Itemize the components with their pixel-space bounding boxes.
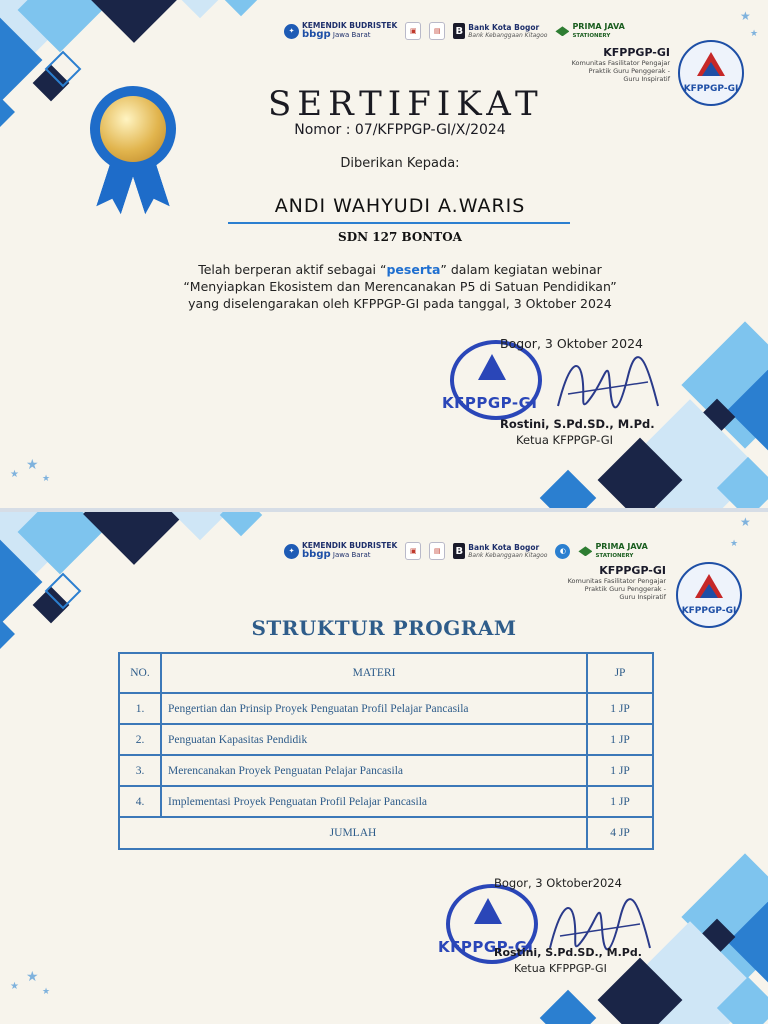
given-to-label: Diberikan Kepada:: [340, 156, 460, 171]
organizer-desc-3: Guru Inspiratif: [619, 593, 666, 602]
decor-diamond: [172, 0, 229, 18]
partner-logo-icon: ◐: [555, 544, 570, 559]
stamp-label: KFPPGP-GI: [438, 938, 534, 956]
table-row: [119, 693, 653, 724]
certificate-title: SERTIFIKAT: [268, 84, 544, 124]
bank-logo: [453, 543, 547, 559]
star-icon: ★: [730, 539, 739, 549]
table-total-row: [119, 817, 653, 849]
kemendikbud-logo: [284, 22, 397, 41]
kemendikbud-label: KEMENDIK BUDRISTEK: [302, 21, 398, 30]
star-icon: ★: [42, 987, 51, 997]
bank-logo: [453, 23, 547, 39]
bank-tagline: Bank Kebanggaan Kitagoo: [468, 31, 548, 39]
table-header-row: [119, 653, 653, 693]
program-page: [0, 512, 768, 1024]
body-line-1-pre: Telah berperan aktif sebagai “: [198, 262, 387, 277]
decor-diamond: [220, 0, 262, 16]
handwritten-signature: [548, 346, 668, 426]
certificate-number: Nomor : 07/KFPPGP-GI/X/2024: [294, 122, 506, 138]
organizer-stamp: [442, 340, 554, 426]
kemendikbud-icon: ✦: [284, 544, 299, 559]
partner-logo-icon: ▣: [405, 542, 421, 560]
decor-diamond: [540, 470, 597, 508]
organizer-desc-2: Praktik Guru Penggerak -: [584, 585, 666, 594]
bbgp-region: Jawa Barat: [332, 31, 371, 40]
program-title: STRUKTUR PROGRAM: [251, 616, 517, 640]
body-line-3: yang diselengarakan oleh KFPPGP-GI pada tanggal, 3 Oktober 2024: [188, 295, 612, 311]
row-jp: 1 JP: [587, 786, 653, 817]
organizer-name: KFPPGP-GI: [603, 46, 670, 59]
prima-name: PRIMA JAVA: [572, 21, 625, 31]
table-row: [119, 724, 653, 755]
sign-place-date: Bogor, 3 Oktober 2024: [500, 336, 643, 351]
organizer-block: [540, 46, 670, 83]
row-no: 1.: [119, 693, 161, 724]
bank-tagline: Bank Kebanggaan Kitagoo: [468, 551, 548, 559]
row-no: 3.: [119, 755, 161, 786]
header-no: NO.: [119, 653, 161, 693]
row-jp: 1 JP: [587, 724, 653, 755]
prima-icon: [555, 26, 569, 36]
emblem-label: KFPPGP-GI: [681, 606, 737, 616]
header-materi: MATERI: [161, 653, 587, 693]
total-value: 4 JP: [587, 817, 653, 849]
table-row: [119, 786, 653, 817]
star-icon: ★: [10, 469, 19, 480]
header-jp: JP: [587, 653, 653, 693]
signer-name: Rostini, S.Pd.SD., M.Pd.: [500, 417, 655, 431]
star-icon: ★: [750, 29, 759, 39]
body-line-1: [130, 262, 670, 279]
recipient-name: ANDI WAHYUDI A.WARIS: [274, 195, 526, 217]
kemendikbud-label: KEMENDIK BUDRISTEK: [302, 541, 398, 550]
organizer-block: [536, 564, 666, 601]
certificate-page: [0, 0, 768, 508]
kemendikbud-icon: ✦: [284, 24, 299, 39]
total-label: JUMLAH: [119, 817, 587, 849]
sponsor-logos: [284, 542, 648, 561]
decor-diamond: [172, 512, 229, 540]
sign-place-date: Bogor, 3 Oktober2024: [494, 876, 622, 890]
bbgp-region: Jawa Barat: [332, 551, 371, 560]
table-row: [119, 755, 653, 786]
prima-sub: STATIONERY: [595, 553, 634, 560]
recipient-school: SDN 127 BONTOA: [338, 230, 462, 244]
star-icon: ★: [10, 981, 19, 992]
row-jp: 1 JP: [587, 693, 653, 724]
decor-diamond: [0, 95, 15, 129]
decor-diamond: [0, 617, 15, 651]
organizer-desc-2: Praktik Guru Penggerak -: [588, 67, 670, 76]
bank-icon: B: [453, 543, 465, 559]
row-materi: Penguatan Kapasitas Pendidik: [161, 724, 587, 755]
bbgp-label: bbgp: [302, 29, 331, 41]
award-medal-icon: [88, 86, 178, 216]
bbgp-label: bbgp: [302, 549, 331, 561]
signer-role: Ketua KFPPGP-GI: [516, 433, 614, 447]
row-jp: 1 JP: [587, 755, 653, 786]
star-icon: ★: [740, 515, 751, 529]
star-icon: ★: [26, 457, 39, 473]
body-line-2: “Menyiapkan Ekosistem dan Merencanakan P5 di Satuan Pendidikan”: [183, 278, 617, 294]
prima-logo: [555, 23, 624, 40]
bank-name: Bank Kota Bogor: [468, 22, 540, 32]
kemendikbud-logo: [284, 542, 397, 561]
prima-logo: [578, 543, 647, 560]
bank-name: Bank Kota Bogor: [468, 542, 540, 552]
star-icon: ★: [42, 474, 51, 484]
decor-diamond: [540, 990, 597, 1024]
program-table: [118, 652, 654, 850]
row-no: 4.: [119, 786, 161, 817]
prima-name: PRIMA JAVA: [595, 541, 648, 551]
signer-role: Ketua KFPPGP-GI: [514, 962, 607, 975]
organizer-desc-1: Komunitas Fasilitator Pengajar: [567, 577, 666, 585]
row-no: 2.: [119, 724, 161, 755]
recipient-underline: [228, 222, 570, 224]
prima-sub: STATIONERY: [572, 33, 611, 40]
row-materi: Pengertian dan Prinsip Proyek Penguatan Profil Pelajar Pancasila: [161, 693, 587, 724]
partner-logo-icon: ▤: [429, 22, 445, 40]
bank-icon: B: [453, 23, 465, 39]
organizer-emblem-icon: [678, 40, 744, 106]
row-materi: Implementasi Proyek Penguatan Profil Pelajar Pancasila: [161, 786, 587, 817]
certificate-body: [130, 262, 670, 313]
organizer-name: KFPPGP-GI: [599, 564, 666, 577]
body-line-1-post: ” dalam kegiatan webinar: [440, 262, 602, 277]
partner-logo-icon: ▣: [405, 22, 421, 40]
stamp-label: KFPPGP-GI: [442, 394, 538, 412]
decor-diamond: [83, 0, 185, 43]
star-icon: ★: [740, 9, 751, 23]
organizer-desc-1: Komunitas Fasilitator Pengajar: [571, 59, 670, 67]
participant-role: peserta: [386, 262, 441, 277]
signer-name: Rostini, S.Pd.SD., M.Pd.: [494, 946, 642, 959]
organizer-desc-3: Guru Inspiratif: [623, 75, 670, 84]
emblem-label: KFPPGP-GI: [683, 84, 739, 94]
decor-diamond: [83, 512, 185, 565]
partner-logo-icon: ▤: [429, 542, 445, 560]
organizer-emblem-icon: [676, 562, 742, 628]
row-materi: Merencanakan Proyek Penguatan Pelajar Pancasila: [161, 755, 587, 786]
sponsor-logos: [284, 22, 625, 41]
prima-icon: [578, 546, 592, 556]
star-icon: ★: [26, 969, 39, 985]
decor-diamond: [220, 512, 262, 536]
